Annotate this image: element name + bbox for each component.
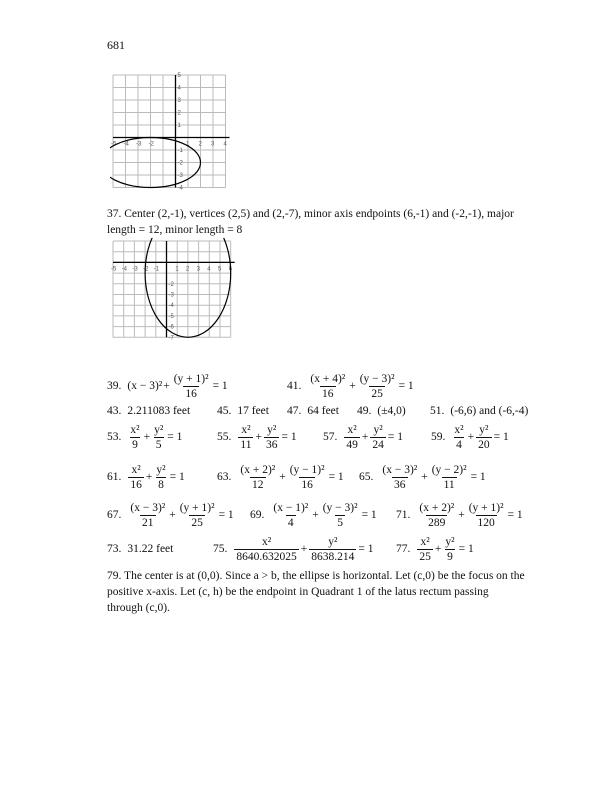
fraction: [234, 535, 298, 564]
graph-ellipse-35: [110, 72, 245, 202]
denominator: 21: [142, 516, 154, 529]
equals-one: = 1: [507, 509, 523, 521]
numerator: (y + 1)²: [179, 501, 215, 514]
denominator: 4: [456, 438, 462, 451]
numerator: y²: [445, 535, 455, 548]
fraction: [128, 501, 167, 530]
y-tick-label: -4: [168, 303, 174, 310]
numerator: x²: [241, 423, 251, 436]
plus-sign: +: [145, 471, 153, 483]
denominator: 25: [191, 516, 203, 529]
plus-sign: +: [279, 471, 286, 483]
plus-sign: +: [467, 431, 475, 443]
x-tick-label: -2: [148, 141, 154, 148]
denominator: 16: [322, 387, 334, 400]
x-tick-label: -3: [132, 266, 138, 273]
denominator: 16: [301, 478, 313, 491]
fraction: [476, 423, 492, 452]
x-tick-label: -3: [136, 141, 142, 148]
answer-number: 69.: [250, 509, 265, 521]
denominator: 11: [240, 438, 252, 451]
denominator: 8640.632025: [236, 550, 297, 563]
answer-number: 53.: [107, 431, 122, 443]
page-number: 681: [107, 38, 125, 52]
answer-item: [213, 533, 375, 565]
answer-number: 65.: [359, 471, 374, 483]
numerator: y²: [267, 423, 277, 436]
answer-79: 79. The center is at (0,0). Since a > b, the ellipse is horizontal. Let (c,0) be the focus on the positive x-axis. Let (c, h) be the endpoint in Quadrant 1 of the latus rectum passing through (c,0).: [107, 570, 525, 614]
answer-number: 67.: [107, 509, 122, 521]
answer-number: 73.: [107, 543, 122, 555]
y-tick-label: -6: [168, 324, 174, 331]
answer-item: [396, 499, 524, 531]
answer-item: [359, 461, 487, 493]
fraction: [152, 423, 165, 452]
denominator: 25: [371, 387, 383, 400]
x-tick-label: 2: [198, 141, 202, 148]
fraction: [238, 463, 277, 492]
fraction: [154, 463, 167, 492]
denominator: 36: [265, 438, 278, 451]
fraction: [452, 423, 465, 452]
plus-sign: +: [255, 431, 262, 443]
fraction: [309, 535, 356, 564]
x-tick-label: -2: [143, 266, 149, 273]
numerator: (y − 3)²: [359, 372, 395, 385]
answer-number: 39.: [107, 380, 122, 392]
x-tick-label: -1: [153, 266, 160, 273]
answer-item: [107, 461, 186, 493]
equals-one: = 1: [358, 543, 374, 555]
x-tick-label: 5: [218, 266, 222, 273]
fraction: [321, 501, 360, 530]
fraction: [238, 423, 253, 452]
plus-sign: +: [169, 509, 176, 521]
numerator: x²: [130, 423, 140, 436]
answer-number: 55.: [217, 431, 232, 443]
equals-one: = 1: [218, 509, 234, 521]
x-tick-label: 2: [185, 266, 190, 273]
numerator: (x − 1)²: [273, 501, 309, 514]
answer-item: [396, 533, 475, 565]
denominator: 120: [477, 516, 495, 529]
answer-number: 57.: [323, 431, 338, 443]
numerator: x²: [261, 535, 272, 548]
answer-item: [323, 421, 404, 453]
answer-item: [107, 533, 173, 565]
answer-number: 49.: [357, 405, 372, 417]
y-tick-label: -3: [177, 173, 183, 179]
answer-number: 77.: [396, 543, 411, 555]
fraction: [380, 463, 419, 492]
answer-number: 75.: [213, 543, 228, 555]
numerator: (x − 3)²: [382, 463, 418, 476]
y-tick-label: -2: [168, 281, 174, 288]
numerator: x²: [347, 423, 357, 436]
numerator: (y − 1)²: [289, 463, 325, 476]
numerator: (x + 4)²: [310, 372, 346, 385]
y-tick-label: 1: [177, 123, 181, 129]
denominator: 49: [346, 438, 358, 451]
answer-item: [217, 461, 345, 493]
equals-one: = 1: [169, 471, 185, 483]
denominator: 36: [394, 478, 406, 491]
numerator: y²: [156, 463, 166, 476]
plus-sign: +: [361, 431, 369, 443]
denominator: 11: [443, 478, 455, 491]
answer-item: [217, 421, 298, 453]
plus-sign: +: [349, 380, 356, 392]
x-tick-label: 6: [228, 266, 233, 273]
equals-one: = 1: [398, 380, 414, 392]
equals-one: = 1: [328, 471, 344, 483]
fraction: [443, 535, 456, 564]
x-tick-label: 1: [186, 141, 190, 148]
equals-one: = 1: [212, 380, 228, 392]
numerator: x²: [454, 423, 464, 436]
fraction: [417, 535, 433, 564]
denominator: 12: [252, 478, 264, 491]
plus-sign: +: [312, 509, 319, 521]
y-tick-label: 2: [177, 110, 181, 117]
answer-text: 17 feet: [237, 405, 269, 417]
answer-text: 2.211083 feet: [127, 405, 191, 417]
answer-number: 61.: [107, 471, 122, 483]
fraction: [467, 501, 506, 530]
denominator: 9: [447, 550, 453, 563]
answer-number: 47.: [287, 405, 302, 417]
x-tick-label: -5: [111, 141, 117, 148]
equals-one: = 1: [387, 431, 403, 443]
answer-text: 64 feet: [307, 405, 339, 417]
denominator: 5: [337, 516, 344, 529]
answer-item: [107, 499, 235, 531]
fraction: [264, 423, 280, 452]
denominator: 16: [130, 478, 142, 491]
denominator: 9: [132, 438, 138, 451]
fraction: [271, 501, 310, 530]
plus-sign: +: [163, 380, 170, 392]
fraction: [417, 501, 456, 530]
y-tick-label: 5: [177, 73, 181, 79]
y-tick-label: -7: [168, 335, 174, 342]
numerator: (y − 2)²: [431, 463, 467, 476]
numerator: x²: [131, 463, 141, 476]
answer-number: 63.: [217, 471, 232, 483]
plus-sign: +: [434, 543, 442, 555]
x-tick-label: 4: [207, 266, 211, 273]
numerator: x²: [420, 535, 430, 548]
graph-ellipse-37: [110, 238, 245, 368]
answer-number: 45.: [217, 405, 232, 417]
denominator: 8638.214: [311, 550, 355, 563]
x-tick-label: 4: [223, 141, 227, 148]
x-tick-label: 1: [175, 266, 179, 273]
y-tick-label: -5: [168, 313, 174, 320]
numerator: (x − 3)²: [130, 501, 166, 514]
x-tick-label: -4: [123, 141, 129, 148]
fraction: [128, 423, 141, 452]
denominator: 16: [185, 387, 197, 400]
denominator: 24: [372, 438, 384, 451]
plus-sign: +: [458, 509, 465, 521]
answer-number: 59.: [431, 431, 446, 443]
fraction: [344, 423, 360, 452]
numerator: (y + 1)²: [173, 372, 209, 385]
numerator: y²: [479, 423, 489, 436]
y-tick-label: -2: [177, 160, 183, 167]
answer-number: 43.: [107, 405, 122, 417]
answer-item: [431, 421, 510, 453]
fraction: [178, 501, 217, 530]
denominator: 4: [287, 516, 294, 529]
numerator: y²: [373, 423, 383, 436]
equals-one: = 1: [281, 431, 297, 443]
y-tick-label: -4: [177, 185, 183, 192]
equals-one: = 1: [458, 543, 474, 555]
fraction: [288, 463, 327, 492]
y-tick-label: 3: [177, 98, 181, 104]
denominator: 20: [478, 438, 490, 451]
x-tick-label: 3: [211, 141, 215, 148]
y-tick-label: 4: [177, 85, 181, 92]
answer-text: (-6,6) and (-6,-4): [450, 405, 529, 417]
term: (x − 3)²: [127, 380, 163, 392]
plus-sign: +: [143, 431, 151, 443]
y-tick-label: -1: [177, 148, 183, 154]
answer-number: 71.: [396, 509, 411, 521]
answer-37: 37. Center (2,-1), vertices (2,5) and (2,-7), minor axis endpoints (6,-1) and (-2,-1), major length = 12, minor length = 8: [107, 208, 514, 236]
x-tick-label: -4: [121, 266, 128, 273]
numerator: (x + 2)²: [419, 501, 455, 514]
answer-item: [107, 421, 183, 453]
fraction: [128, 463, 144, 492]
denominator: 289: [428, 516, 446, 529]
equals-one: = 1: [361, 509, 377, 521]
answer-text: 31.22 feet: [127, 543, 174, 555]
fraction: [430, 463, 469, 492]
equals-one: = 1: [470, 471, 486, 483]
plus-sign: +: [421, 471, 428, 483]
denominator: 25: [419, 550, 431, 563]
equals-one: = 1: [167, 431, 183, 443]
denominator: 5: [155, 438, 162, 451]
numerator: (x + 2)²: [240, 463, 276, 476]
numerator: (y − 3)²: [322, 501, 358, 514]
answer-number: 41.: [287, 380, 302, 392]
answer-text: (±4,0): [377, 405, 406, 417]
equals-one: = 1: [493, 431, 509, 443]
numerator: (y + 1)²: [468, 501, 504, 514]
numerator: y²: [328, 535, 338, 548]
numerator: y²: [154, 423, 164, 436]
plus-sign: +: [300, 543, 308, 555]
x-tick-label: 3: [196, 266, 200, 273]
fraction: [370, 423, 386, 452]
answer-number: 51.: [430, 405, 445, 417]
answer-item: [250, 499, 378, 531]
denominator: 8: [158, 478, 164, 491]
x-tick-label: -5: [111, 266, 117, 273]
y-tick-label: -3: [168, 292, 174, 299]
